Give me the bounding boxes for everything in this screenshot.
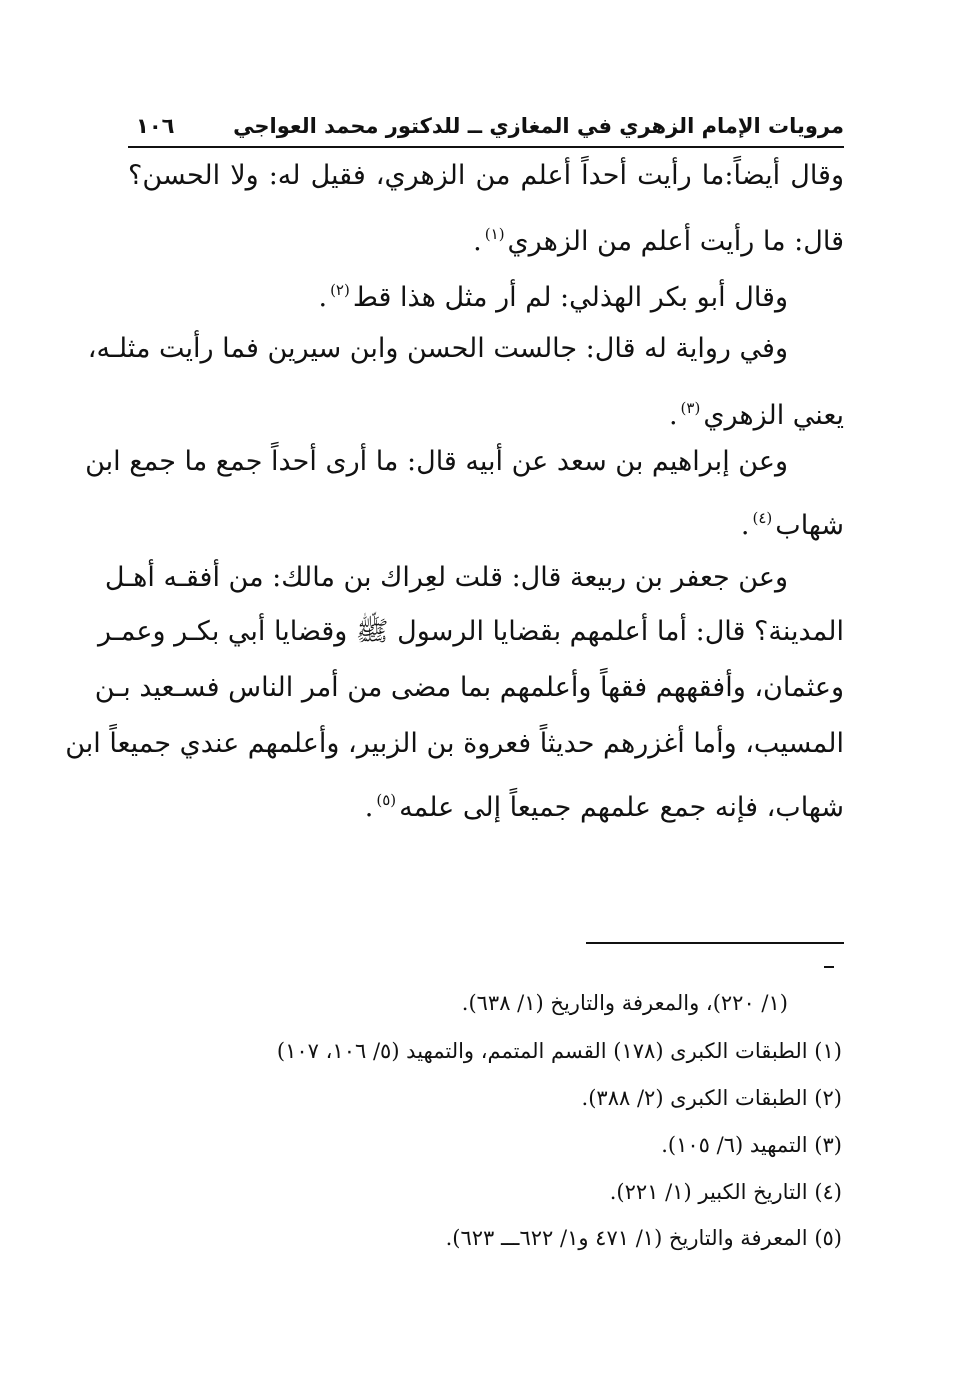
footnote-item: (٤) التاريخ الكبير (١/ ٢٢١). bbox=[609, 1180, 842, 1204]
footnote-ref-1[interactable]: (١) bbox=[484, 225, 505, 243]
text-line: وعن إبراهيم بن سعد عن أبيه قال: ما أرى أحداً جمع ما جمع ابن bbox=[85, 446, 788, 477]
footnote-ref-4[interactable]: (٤) bbox=[752, 509, 773, 527]
footnote-item: (٢) الطبقات الكبرى (٢/ ٣٨٨). bbox=[581, 1086, 842, 1110]
text-line: وفي رواية له قال: جالست الحسن وابن سيرين فما رأيت مثلـه، bbox=[87, 333, 788, 364]
text-line-content: يعني الزهري bbox=[703, 400, 844, 431]
footnote-continuation: (١/ ٢٢٠)، والمعرفة والتاريخ (١/ ٦٣٨). bbox=[461, 991, 788, 1015]
text-line-content: قال: ما رأيت أعلم من الزهري bbox=[507, 226, 844, 257]
text-line bbox=[668, 388, 844, 431]
text-line-content: وقال أبو بكر الهذلي: لم أر مثل هذا قط bbox=[352, 282, 788, 313]
text-line bbox=[473, 214, 844, 257]
footnote-ref-3[interactable]: (٣) bbox=[680, 399, 701, 417]
footnote-item: (٥) المعرفة والتاريخ (١/ ٤٧١ و١/ ٦٢٢ـــ ٦٢٣). bbox=[445, 1226, 842, 1250]
text-line bbox=[364, 780, 844, 823]
sentence-period: . bbox=[473, 226, 482, 257]
sentence-period: . bbox=[318, 282, 328, 313]
page-number: ١٠٦ bbox=[136, 114, 175, 138]
text-line: وعثمان، وأفقههم فقهاً وأعلمهم بما مضى من أمر الناس فسـعيد بـن bbox=[94, 672, 844, 703]
text-line-content: شهاب bbox=[775, 510, 844, 541]
text-line bbox=[740, 498, 844, 541]
footnote-item: (٣) التمهيد (٦/ ١٠٥). bbox=[661, 1133, 842, 1157]
running-title: مرويات الإمام الزهري في المغازي ــ للدكتور محمد العواجي bbox=[233, 114, 844, 138]
footnote-item: (١) الطبقات الكبرى (١٧٨) القسم المتمم، والتمهيد (٥/ ١٠٦، ١٠٧) bbox=[276, 1039, 842, 1063]
text-line: المسيب، وأما أغزرهم حديثاً فعروة بن الزبير، وأعلمهم عندي جميعاً ابن bbox=[65, 728, 844, 759]
text-line-content: شهاب، فإنه جمع علمهم جميعاً إلى علمه bbox=[399, 792, 844, 823]
footnote-ref-5[interactable]: (٥) bbox=[376, 791, 397, 809]
text-line: المدينة؟ قال: أما أعلمهم بقضايا الرسول ﷺ وقضايا أبي بكـر وعمـر bbox=[97, 616, 844, 647]
running-header bbox=[128, 112, 844, 148]
text-line: وقال أيضاً:ما رأيت أحداً أعلم من الزهري، فقيل له: ولا الحسن؟ bbox=[128, 160, 844, 191]
text-line bbox=[318, 270, 788, 313]
sentence-period: . bbox=[740, 510, 750, 541]
text-line: وعن جعفر بن ربيعة قال: قلت لعِراك بن مالك: من أفقـه أهـل bbox=[104, 562, 788, 593]
sentence-period: . bbox=[668, 400, 678, 431]
footnote-ref-2[interactable]: (٢) bbox=[330, 281, 350, 299]
footnote-separator bbox=[586, 942, 844, 944]
footnote-continuation-mark bbox=[824, 966, 834, 968]
sentence-period: . bbox=[364, 792, 374, 823]
